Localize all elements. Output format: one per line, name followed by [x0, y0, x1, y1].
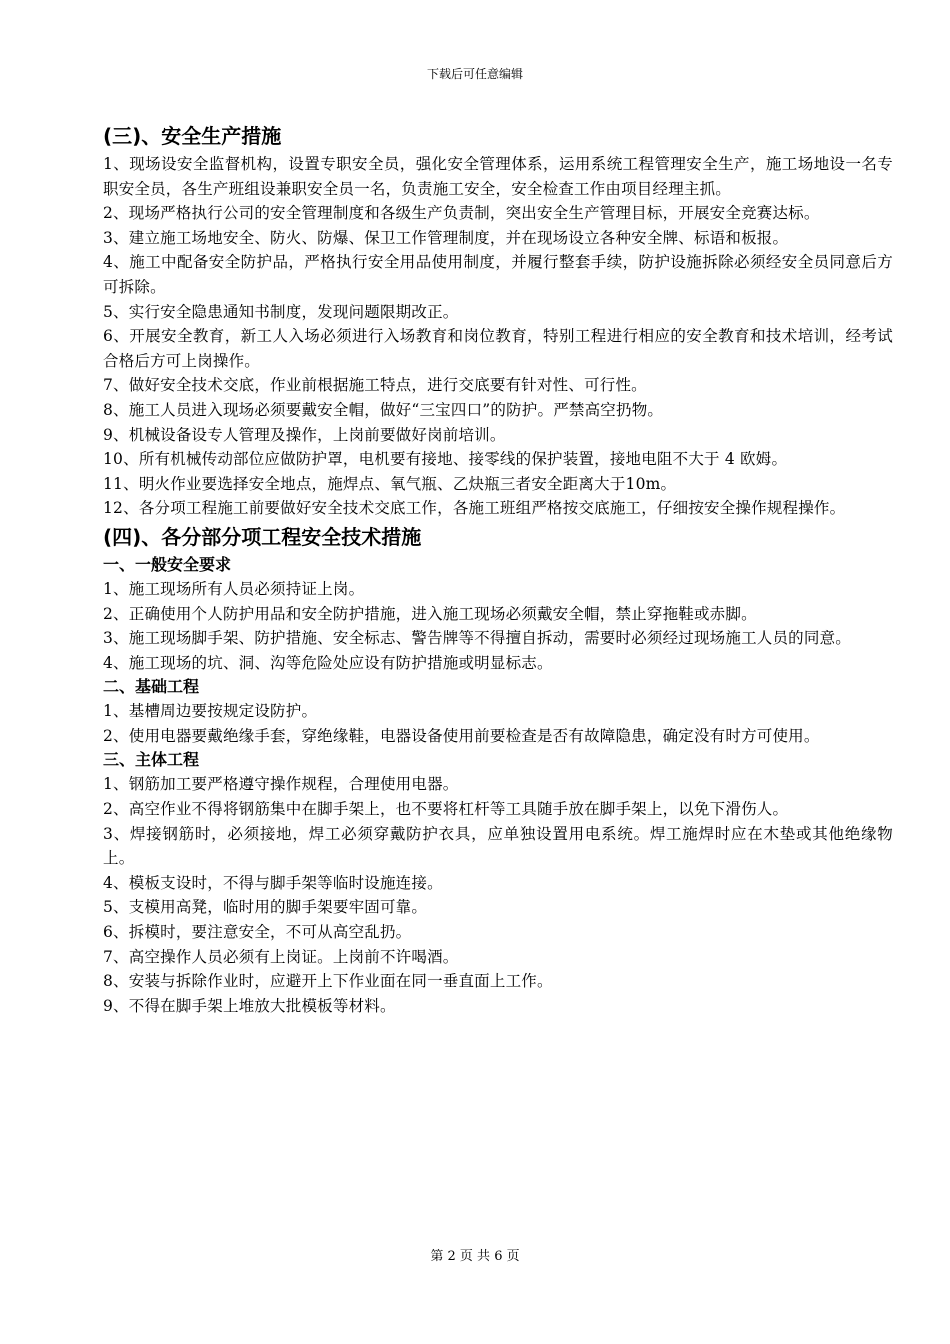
- section-title-safety-production: (三)、安全生产措施: [103, 124, 282, 148]
- paragraph: 7、做好安全技术交底，作业前根据施工特点，进行交底要有针对性、可行性。: [103, 376, 647, 395]
- paragraph: 3、焊接钢筋时，必须接地，焊工必须穿戴防护衣具，应单独设置用电系统。焊工施焊时应在木垫或其他绝缘物上。: [103, 824, 893, 868]
- paragraph: 4、模板支设时，不得与脚手架等临时设施连接。: [103, 873, 443, 892]
- paragraph: 11、明火作业要选择安全地点，施焊点、氧气瓶、乙炔瓶三者安全距离大于10m。: [103, 474, 677, 493]
- paragraph: 6、拆模时，要注意安全，不可从高空乱扔。: [103, 923, 412, 942]
- paragraph: 3、施工现场脚手架、防护措施、安全标志、警告牌等不得擅自拆动，需要时必须经过现场施工人员的同意。: [103, 629, 851, 648]
- paragraph: 1、钢筋加工要严格遵守操作规程，合理使用电器。: [103, 775, 459, 794]
- subsection-title-main-structure: 三、主体工程: [103, 750, 200, 770]
- page-header: 下载后可任意编辑: [426, 67, 523, 81]
- paragraph: 2、高空作业不得将钢筋集中在脚手架上，也不要将杠杆等工具随手放在脚手架上，以免下滑伤人。: [103, 800, 789, 819]
- paragraph: 6、开展安全教育，新工人入场必须进行入场教育和岗位教育，特别工程进行相应的安全教育和技术培训，经考试合格后方可上岗操作。: [103, 327, 893, 370]
- paragraph: 8、安装与拆除作业时，应避开上下作业面在同一垂直面上工作。: [103, 972, 553, 991]
- paragraph: 1、施工现场所有人员必须持证上岗。: [103, 579, 365, 598]
- paragraph: 8、施工人员进入现场必须要戴安全帽，做好“三宝四口”的防护。严禁高空扔物。: [103, 400, 664, 419]
- paragraph: 1、现场设安全监督机构，设置专职安全员，强化安全管理体系，运用系统工程管理安全生产，施工场地设一名专职安全员，各生产班组设兼职安全员一名，负责施工安全，安全检查工作由项目经理主抓。: [103, 155, 893, 198]
- page-footer: 第 2 页 共 6 页: [430, 1249, 520, 1264]
- subsection-title-foundation: 二、基础工程: [103, 677, 200, 697]
- paragraph: 4、施工中配备安全防护品，严格执行安全用品使用制度，并履行整套手续，防护设施拆除必须经安全员同意后方可拆除。: [103, 253, 893, 296]
- paragraph: 2、现场严格执行公司的安全管理制度和各级生产负责制，突出安全生产管理目标，开展安全竞赛达标。: [103, 204, 820, 223]
- section-title-technical-measures: (四)、各分部分项工程安全技术措施: [103, 524, 422, 549]
- paragraph: 5、支模用高凳，临时用的脚手架要牢固可靠。: [103, 898, 428, 917]
- paragraph: 7、高空操作人员必须有上岗证。上岗前不许喝酒。: [103, 947, 459, 966]
- paragraph: 2、使用电器要戴绝缘手套，穿绝缘鞋，电器设备使用前要检查是否有故障隐患，确定没有时方可使用。: [103, 726, 820, 745]
- document-body: [103, 120, 893, 1018]
- paragraph: 12、各分项工程施工前要做好安全技术交底工作，各施工班组严格按交底施工，仔细按安全操作规程操作。: [103, 499, 846, 518]
- subsection-title-general: 一、一般安全要求: [103, 554, 232, 574]
- paragraph: 5、实行安全隐患通知书制度，发现问题限期改正。: [103, 302, 459, 321]
- paragraph: 10、所有机械传动部位应做防护罩，电机要有接地、接零线的保护装置，接地电阻不大于 4 欧姆。: [103, 450, 788, 469]
- paragraph: 1、基槽周边要按规定设防护。: [103, 702, 318, 721]
- paragraph: 9、机械设备设专人管理及操作，上岗前要做好岗前培训。: [103, 425, 506, 444]
- paragraph: 4、施工现场的坑、洞、沟等危险处应设有防护措施或明显标志。: [103, 653, 553, 672]
- paragraph: 2、正确使用个人防护用品和安全防护措施，进入施工现场必须戴安全帽，禁止穿拖鞋或赤脚。: [103, 604, 757, 623]
- paragraph: 9、不得在脚手架上堆放大批模板等材料。: [103, 996, 396, 1015]
- paragraph: 3、建立施工场地安全、防火、防爆、保卫工作管理制度，并在现场设立各种安全牌、标语和板报。: [103, 228, 789, 247]
